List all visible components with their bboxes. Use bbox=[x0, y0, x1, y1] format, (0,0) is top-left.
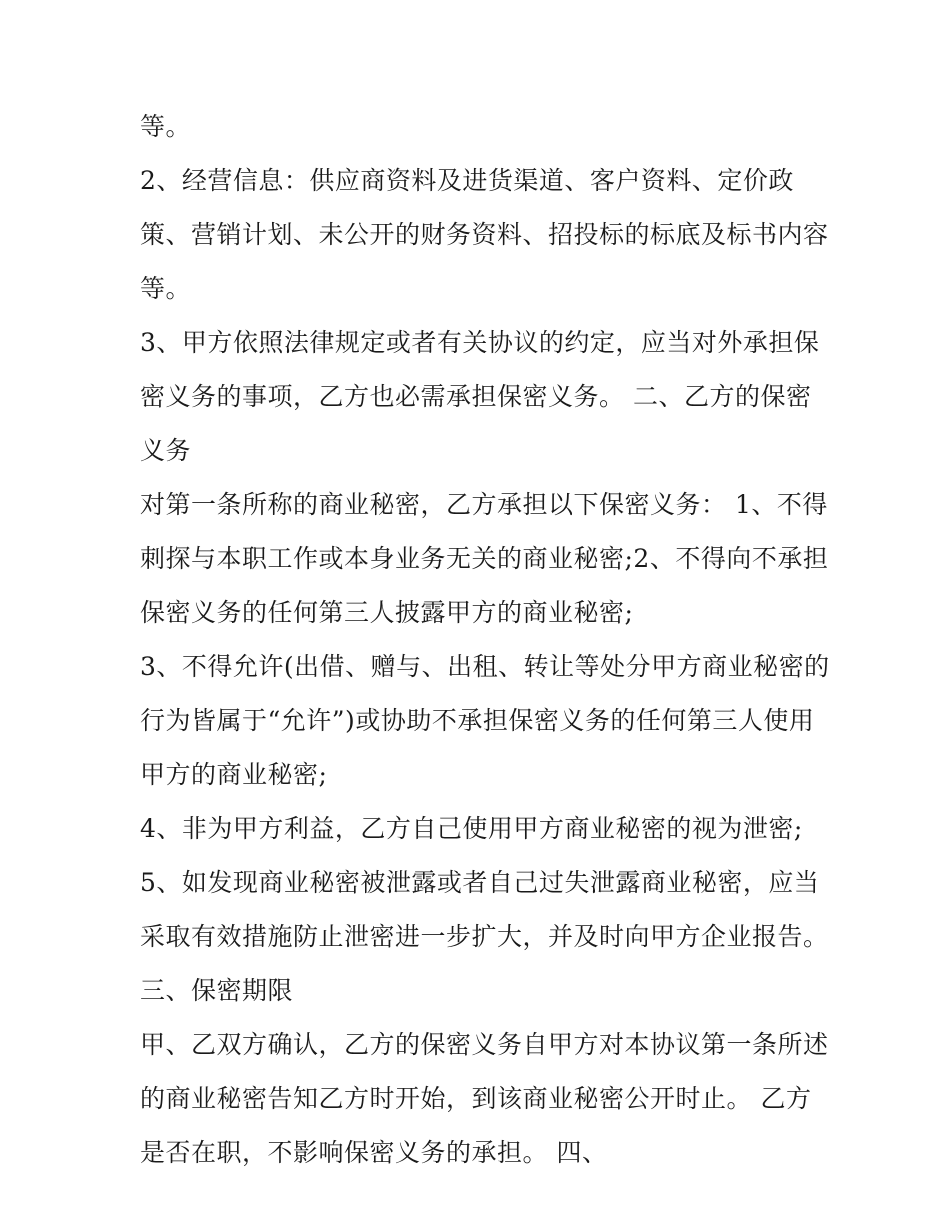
text-line: 刺探与本职工作或本身业务无关的商业秘密;2、不得向不承担 bbox=[140, 544, 829, 573]
text-line: 甲、乙双方确认，乙方的保密义务自甲方对本协议第一条所述 bbox=[140, 1030, 829, 1059]
text-line: 义务 bbox=[140, 436, 192, 465]
text-line: 三、保密期限 bbox=[140, 976, 294, 1005]
text-line: 等。 bbox=[140, 112, 192, 141]
text-line: 甲方的商业秘密; bbox=[140, 760, 328, 789]
text-line: 2、经营信息：供应商资料及进货渠道、客户资料、定价政 bbox=[140, 166, 794, 195]
text-line: 5、如发现商业秘密被泄露或者自己过失泄露商业秘密，应当 bbox=[140, 868, 820, 897]
text-line: 保密义务的任何第三人披露甲方的商业秘密; bbox=[140, 598, 634, 627]
text-line: 密义务的事项，乙方也必需承担保密义务。 二、乙方的保密 bbox=[140, 382, 812, 411]
text-line: 3、不得允许(出借、赠与、出租、转让等处分甲方商业秘密的 bbox=[140, 652, 830, 681]
text-line: 采取有效措施防止泄密进一步扩大，并及时向甲方企业报告。 bbox=[140, 922, 829, 951]
text-line: 3、甲方依照法律规定或者有关协议的约定，应当对外承担保 bbox=[140, 328, 820, 357]
text-line: 等。 bbox=[140, 274, 192, 303]
text-line: 4、非为甲方利益，乙方自己使用甲方商业秘密的视为泄密; bbox=[140, 814, 803, 843]
text-line: 的商业秘密告知乙方时开始，到该商业秘密公开时止。 乙方 bbox=[140, 1084, 812, 1113]
text-line: 行为皆属于“允许”)或协助不承担保密义务的任何第三人使用 bbox=[140, 706, 815, 735]
text-line: 策、营销计划、未公开的财务资料、招投标的标底及标书内容 bbox=[140, 220, 829, 249]
text-line: 对第一条所称的商业秘密，乙方承担以下保密义务： 1、不得 bbox=[140, 490, 828, 519]
text-line: 是否在职，不影响保密义务的承担。 四、 bbox=[140, 1138, 608, 1167]
document-page bbox=[140, 100, 830, 1180]
